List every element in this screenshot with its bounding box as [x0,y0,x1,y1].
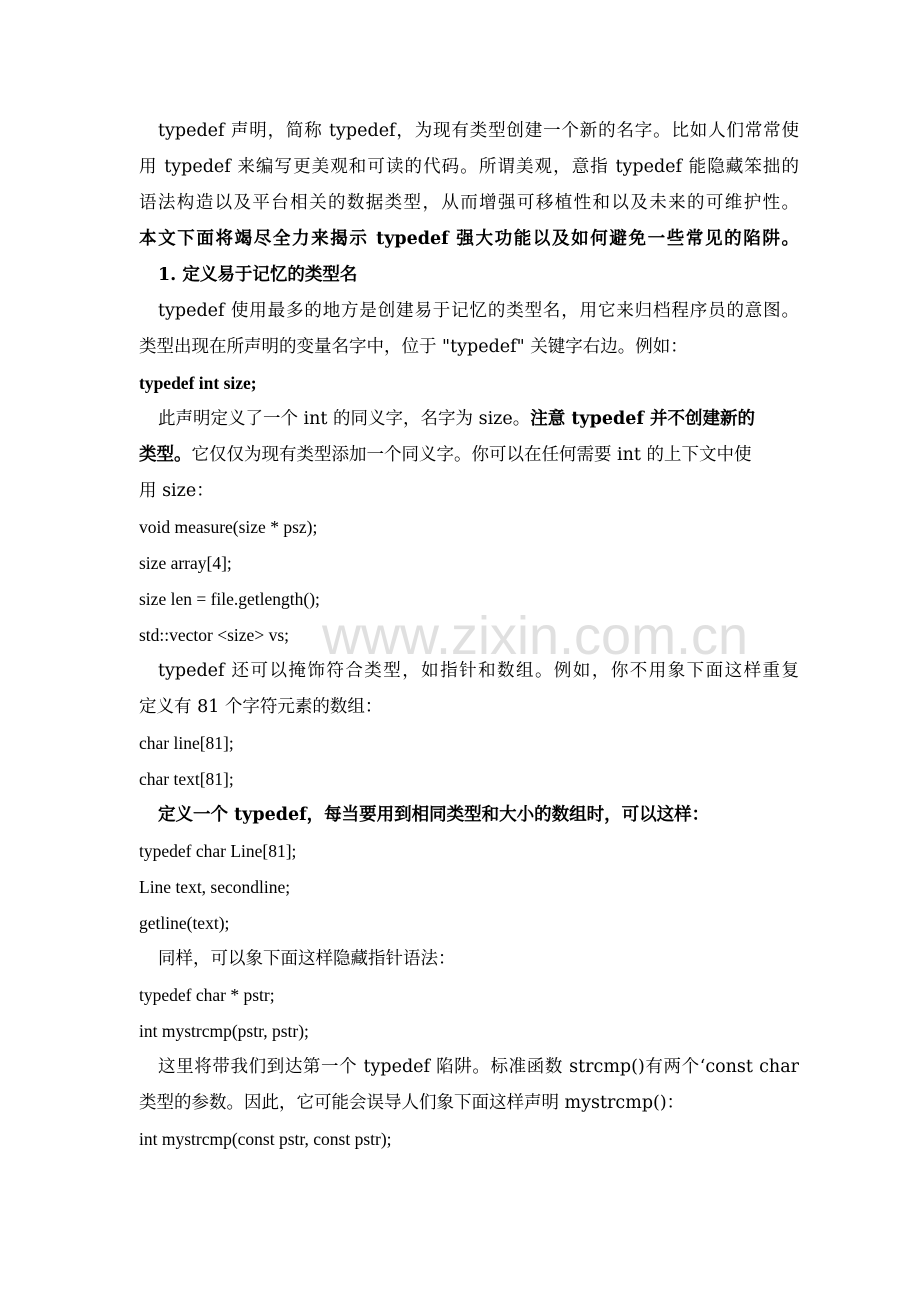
code-size-array: size array[4]; [139,553,232,573]
paragraph-compound-line-1: typedef 还可以掩饰符合类型，如指针和数组。例如，你不用象下面这样重复 [158,661,799,681]
paragraph-intro-line-3: 语法构造以及平台相关的数据类型，从而增强可移植性和以及未来的可维护性。 [139,193,799,213]
paragraph-synonym-bold: 注意 typedef 并不创建新的 [530,409,755,429]
paragraph-section1-line-1: typedef 使用最多的地方是创建易于记忆的类型名，用它来归档程序员的意图。 [158,301,799,321]
paragraph-synonym-plain-2: 它仅仅为现有类型添加一个同义字。你可以在任何需要 int 的上下文中使 [191,445,752,465]
paragraph-synonym-plain: 此声明定义了一个 int 的同义字，名字为 size。 [158,409,531,429]
code-mystrcmp-pstr: int mystrcmp(pstr, pstr); [139,1021,309,1041]
paragraph-synonym-bold-2: 类型。 [139,445,192,465]
paragraph-synonym-line-2 [139,443,799,467]
paragraph-synonym-line-1 [158,407,799,431]
paragraph-intro-line-1: typedef 声明，简称 typedef，为现有类型创建一个新的名字。比如人们常常使 [158,121,799,141]
paragraph-pitfall-line-2: 类型的参数。因此，它可能会误导人们象下面这样声明 mystrcmp()： [139,1093,685,1113]
code-typedef-line: typedef char Line[81]; [139,841,297,861]
paragraph-section1-line-2: 类型出现在所声明的变量名字中，位于 "typedef" 关键字右边。例如： [139,337,688,357]
code-typedef-pstr: typedef char * pstr; [139,985,275,1005]
code-size-len: size len = file.getlength(); [139,589,320,609]
paragraph-pointer-syntax: 同样，可以象下面这样隐藏指针语法： [158,949,456,969]
watermark: www.zixin.com.cn [322,606,749,666]
code-char-text: char text[81]; [139,769,234,789]
section-heading-1: 1. 定义易于记忆的类型名 [158,265,358,285]
code-std-vector: std::vector <size> vs; [139,625,289,645]
paragraph-pitfall-line-1: 这里将带我们到达第一个 typedef 陷阱。标准函数 strcmp()有两个‘const char [158,1057,799,1077]
code-char-line: char line[81]; [139,733,234,753]
paragraph-intro-line-4: 本文下面将竭尽全力来揭示 typedef 强大功能以及如何避免一些常见的陷阱。 [139,229,799,249]
code-mystrcmp-const: int mystrcmp(const pstr, const pstr); [139,1129,392,1149]
paragraph-intro-line-2: 用 typedef 来编写更美观和可读的代码。所谓美观，意指 typedef 能隐藏笨拙的 [139,157,799,177]
code-void-measure: void measure(size * psz); [139,517,318,537]
code-typedef-size: typedef int size; [139,373,257,393]
paragraph-synonym-line-3: 用 size： [139,481,214,501]
code-line-text: Line text, secondline; [139,877,291,897]
code-getline: getline(text); [139,913,230,933]
paragraph-compound-line-2: 定义有 81 个字符元素的数组： [139,697,383,717]
paragraph-define-typedef: 定义一个 typedef，每当要用到相同类型和大小的数组时，可以这样： [158,805,710,825]
